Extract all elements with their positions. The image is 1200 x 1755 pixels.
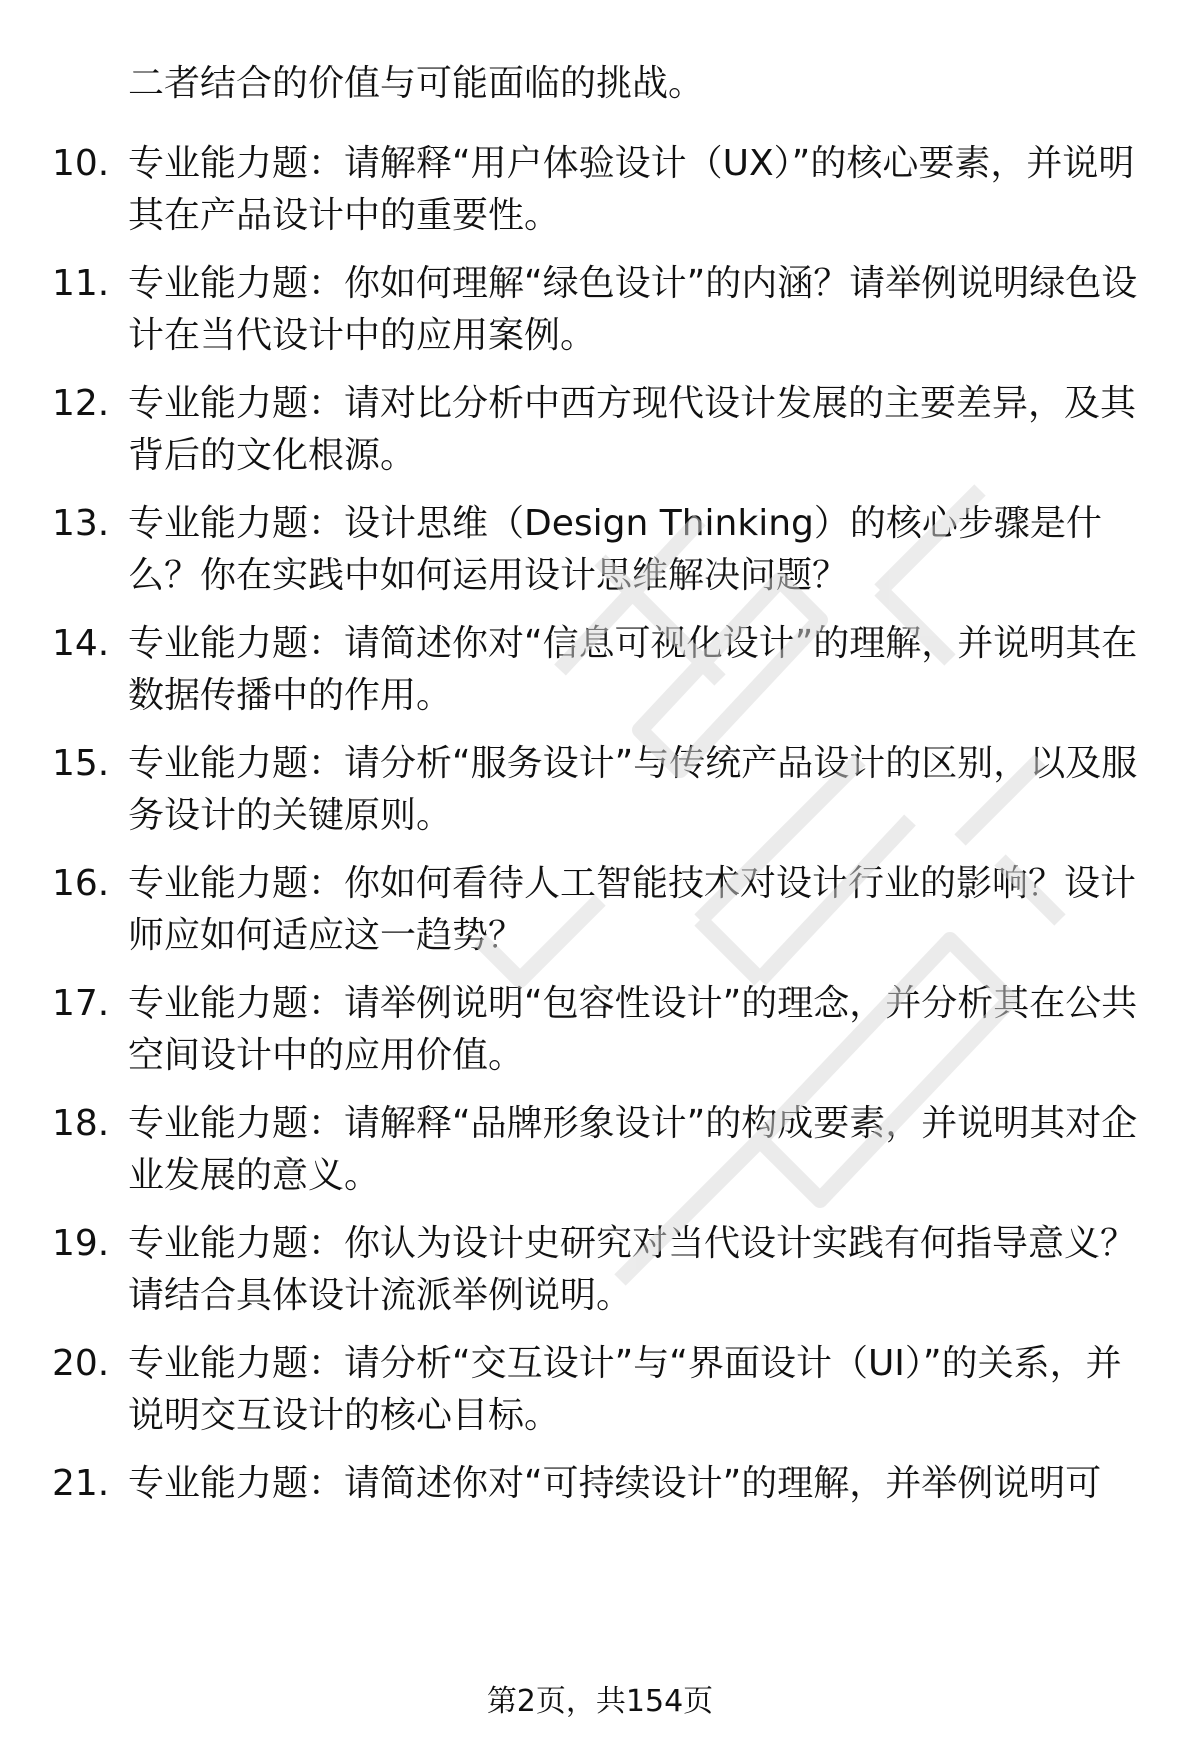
question-text: 专业能力题：请分析“交互设计”与“界面设计（UI）”的关系，并说明交互设计的核心目标。 (128, 1343, 1122, 1436)
question-number: 16. (52, 863, 110, 904)
question-number: 18. (52, 1103, 110, 1144)
question-number: 14. (52, 623, 110, 664)
question-number: 17. (52, 983, 110, 1024)
question-text: 专业能力题：请解释“品牌形象设计”的构成要素，并说明其对企业发展的意义。 (128, 1103, 1138, 1196)
question-text: 专业能力题：请对比分析中西方现代设计发展的主要差异，及其背后的文化根源。 (128, 383, 1137, 476)
question-text: 专业能力题：请简述你对“信息可视化设计”的理解，并说明其在数据传播中的作用。 (128, 623, 1138, 716)
question-text: 专业能力题：请举例说明“包容性设计”的理念，并分析其在公共空间设计中的应用价值。 (128, 983, 1138, 1076)
question-number: 12. (52, 383, 110, 424)
question-number: 19. (52, 1223, 110, 1264)
question-text: 专业能力题：请简述你对“可持续设计”的理解，并举例说明可 (128, 1463, 1102, 1504)
question-text: 专业能力题：你如何看待人工智能技术对设计行业的影响？设计师应如何适应这一趋势？ (128, 863, 1137, 956)
question-text: 专业能力题：请分析“服务设计”与传统产品设计的区别，以及服务设计的关键原则。 (128, 743, 1138, 836)
question-number: 15. (52, 743, 110, 784)
question-number: 21. (52, 1463, 110, 1504)
question-text: 专业能力题：设计思维（Design Thinking）的核心步骤是什么？你在实践中如何运用设计思维解决问题？ (128, 503, 1102, 596)
question-number: 11. (52, 263, 110, 304)
page-footer: 第2页，共154页 (486, 1684, 714, 1719)
question-number: 13. (52, 503, 110, 544)
continuation-text: 二者结合的价值与可能面临的挑战。 (128, 63, 705, 104)
question-text: 专业能力题：你认为设计史研究对当代设计实践有何指导意义？请结合具体设计流派举例说明。 (128, 1223, 1137, 1316)
question-number: 20. (52, 1343, 110, 1384)
question-text: 专业能力题：你如何理解“绿色设计”的内涵？请举例说明绿色设计在当代设计中的应用案例。 (128, 263, 1138, 356)
question-text: 专业能力题：请解释“用户体验设计（UX）”的核心要素，并说明其在产品设计中的重要性。 (128, 143, 1135, 236)
question-number: 10. (52, 143, 110, 184)
